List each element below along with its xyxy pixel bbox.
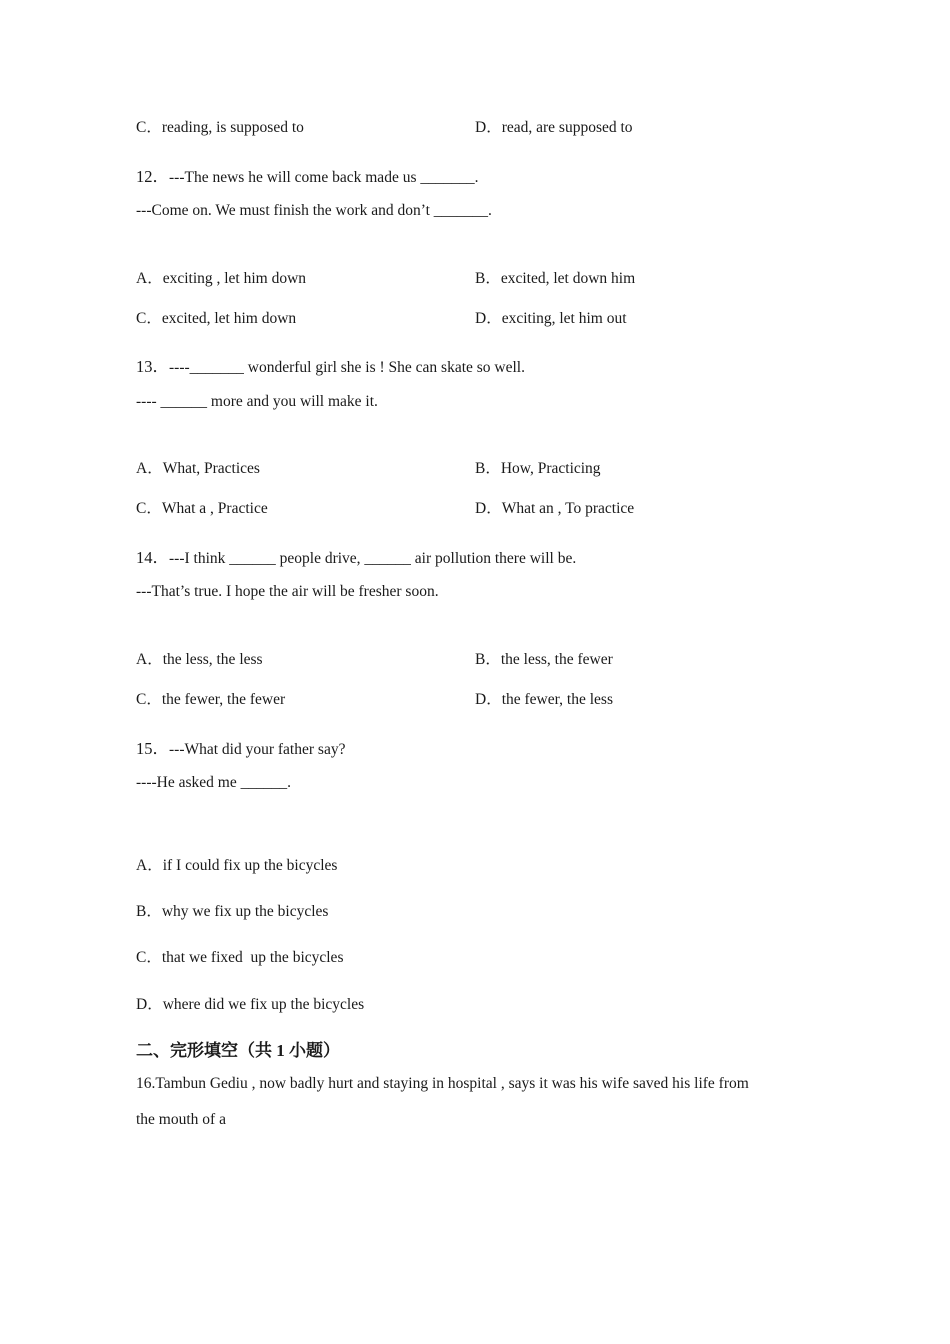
q14-number: 14． xyxy=(136,548,169,567)
section2-heading-suffix: 小题） xyxy=(284,1041,340,1060)
q15-option-a: A．if I could fix up the bicycles xyxy=(136,857,338,874)
passage-line2: the mouth of a xyxy=(136,1111,226,1128)
q14-stem-line1 xyxy=(136,548,576,569)
q15-option-c: C．that we fixed up the bicycles xyxy=(136,949,344,966)
q13-option-d: D．What an , To practice xyxy=(475,500,635,517)
q15-stem-line1 xyxy=(136,739,345,760)
q14-option-b: B．the less, the fewer xyxy=(475,651,613,668)
q14-option-d: D．the fewer, the less xyxy=(475,691,613,708)
q12-option-a: A．exciting , let him down xyxy=(136,270,307,287)
q11-option-d: D．read, are supposed to xyxy=(475,119,633,136)
q15-stem-line2: ----He asked me ______. xyxy=(136,774,291,791)
section2-heading-count: 1 xyxy=(276,1041,285,1060)
q12-number: 12． xyxy=(136,167,169,186)
q15-number: 15． xyxy=(136,739,169,758)
q13-number: 13． xyxy=(136,357,169,376)
q14-line1-text: ---I think ______ people drive, ______ air pollution there will be. xyxy=(169,550,577,567)
q14-option-a: A．the less, the less xyxy=(136,651,263,668)
q12-option-b: B．excited, let down him xyxy=(475,270,636,287)
q15-option-b: B．why we fix up the bicycles xyxy=(136,903,329,920)
section2-heading-prefix: 二、完形填空（共 xyxy=(136,1041,277,1060)
q15-line1-text: ---What did your father say? xyxy=(169,741,346,758)
q13-option-a: A．What, Practices xyxy=(136,460,260,477)
q13-line1-text: ----_______ wonderful girl she is ! She can skate so well. xyxy=(169,359,525,376)
q11-option-c: C．reading, is supposed to xyxy=(136,119,304,136)
q13-option-b: B．How, Practicing xyxy=(475,460,601,477)
q12-stem-line2: ---Come on. We must finish the work and don’t _______. xyxy=(136,202,492,219)
q14-stem-line2: ---That’s true. I hope the air will be fresher soon. xyxy=(136,583,439,600)
q12-option-d: D．exciting, let him out xyxy=(475,310,627,327)
passage-line1: 16.Tambun Gediu , now badly hurt and staying in hospital , says it was his wife saved his life from xyxy=(136,1075,749,1092)
q15-option-d: D．where did we fix up the bicycles xyxy=(136,996,365,1013)
q12-line1-text: ---The news he will come back made us _______. xyxy=(169,169,479,186)
q12-option-c: C．excited, let him down xyxy=(136,310,297,327)
section2-heading xyxy=(136,1041,340,1061)
q13-stem-line2: ---- ______ more and you will make it. xyxy=(136,393,378,410)
q13-stem-line1 xyxy=(136,357,525,378)
q13-option-c: C．What a , Practice xyxy=(136,500,268,517)
q14-option-c: C．the fewer, the fewer xyxy=(136,691,286,708)
q12-stem-line1 xyxy=(136,167,478,188)
